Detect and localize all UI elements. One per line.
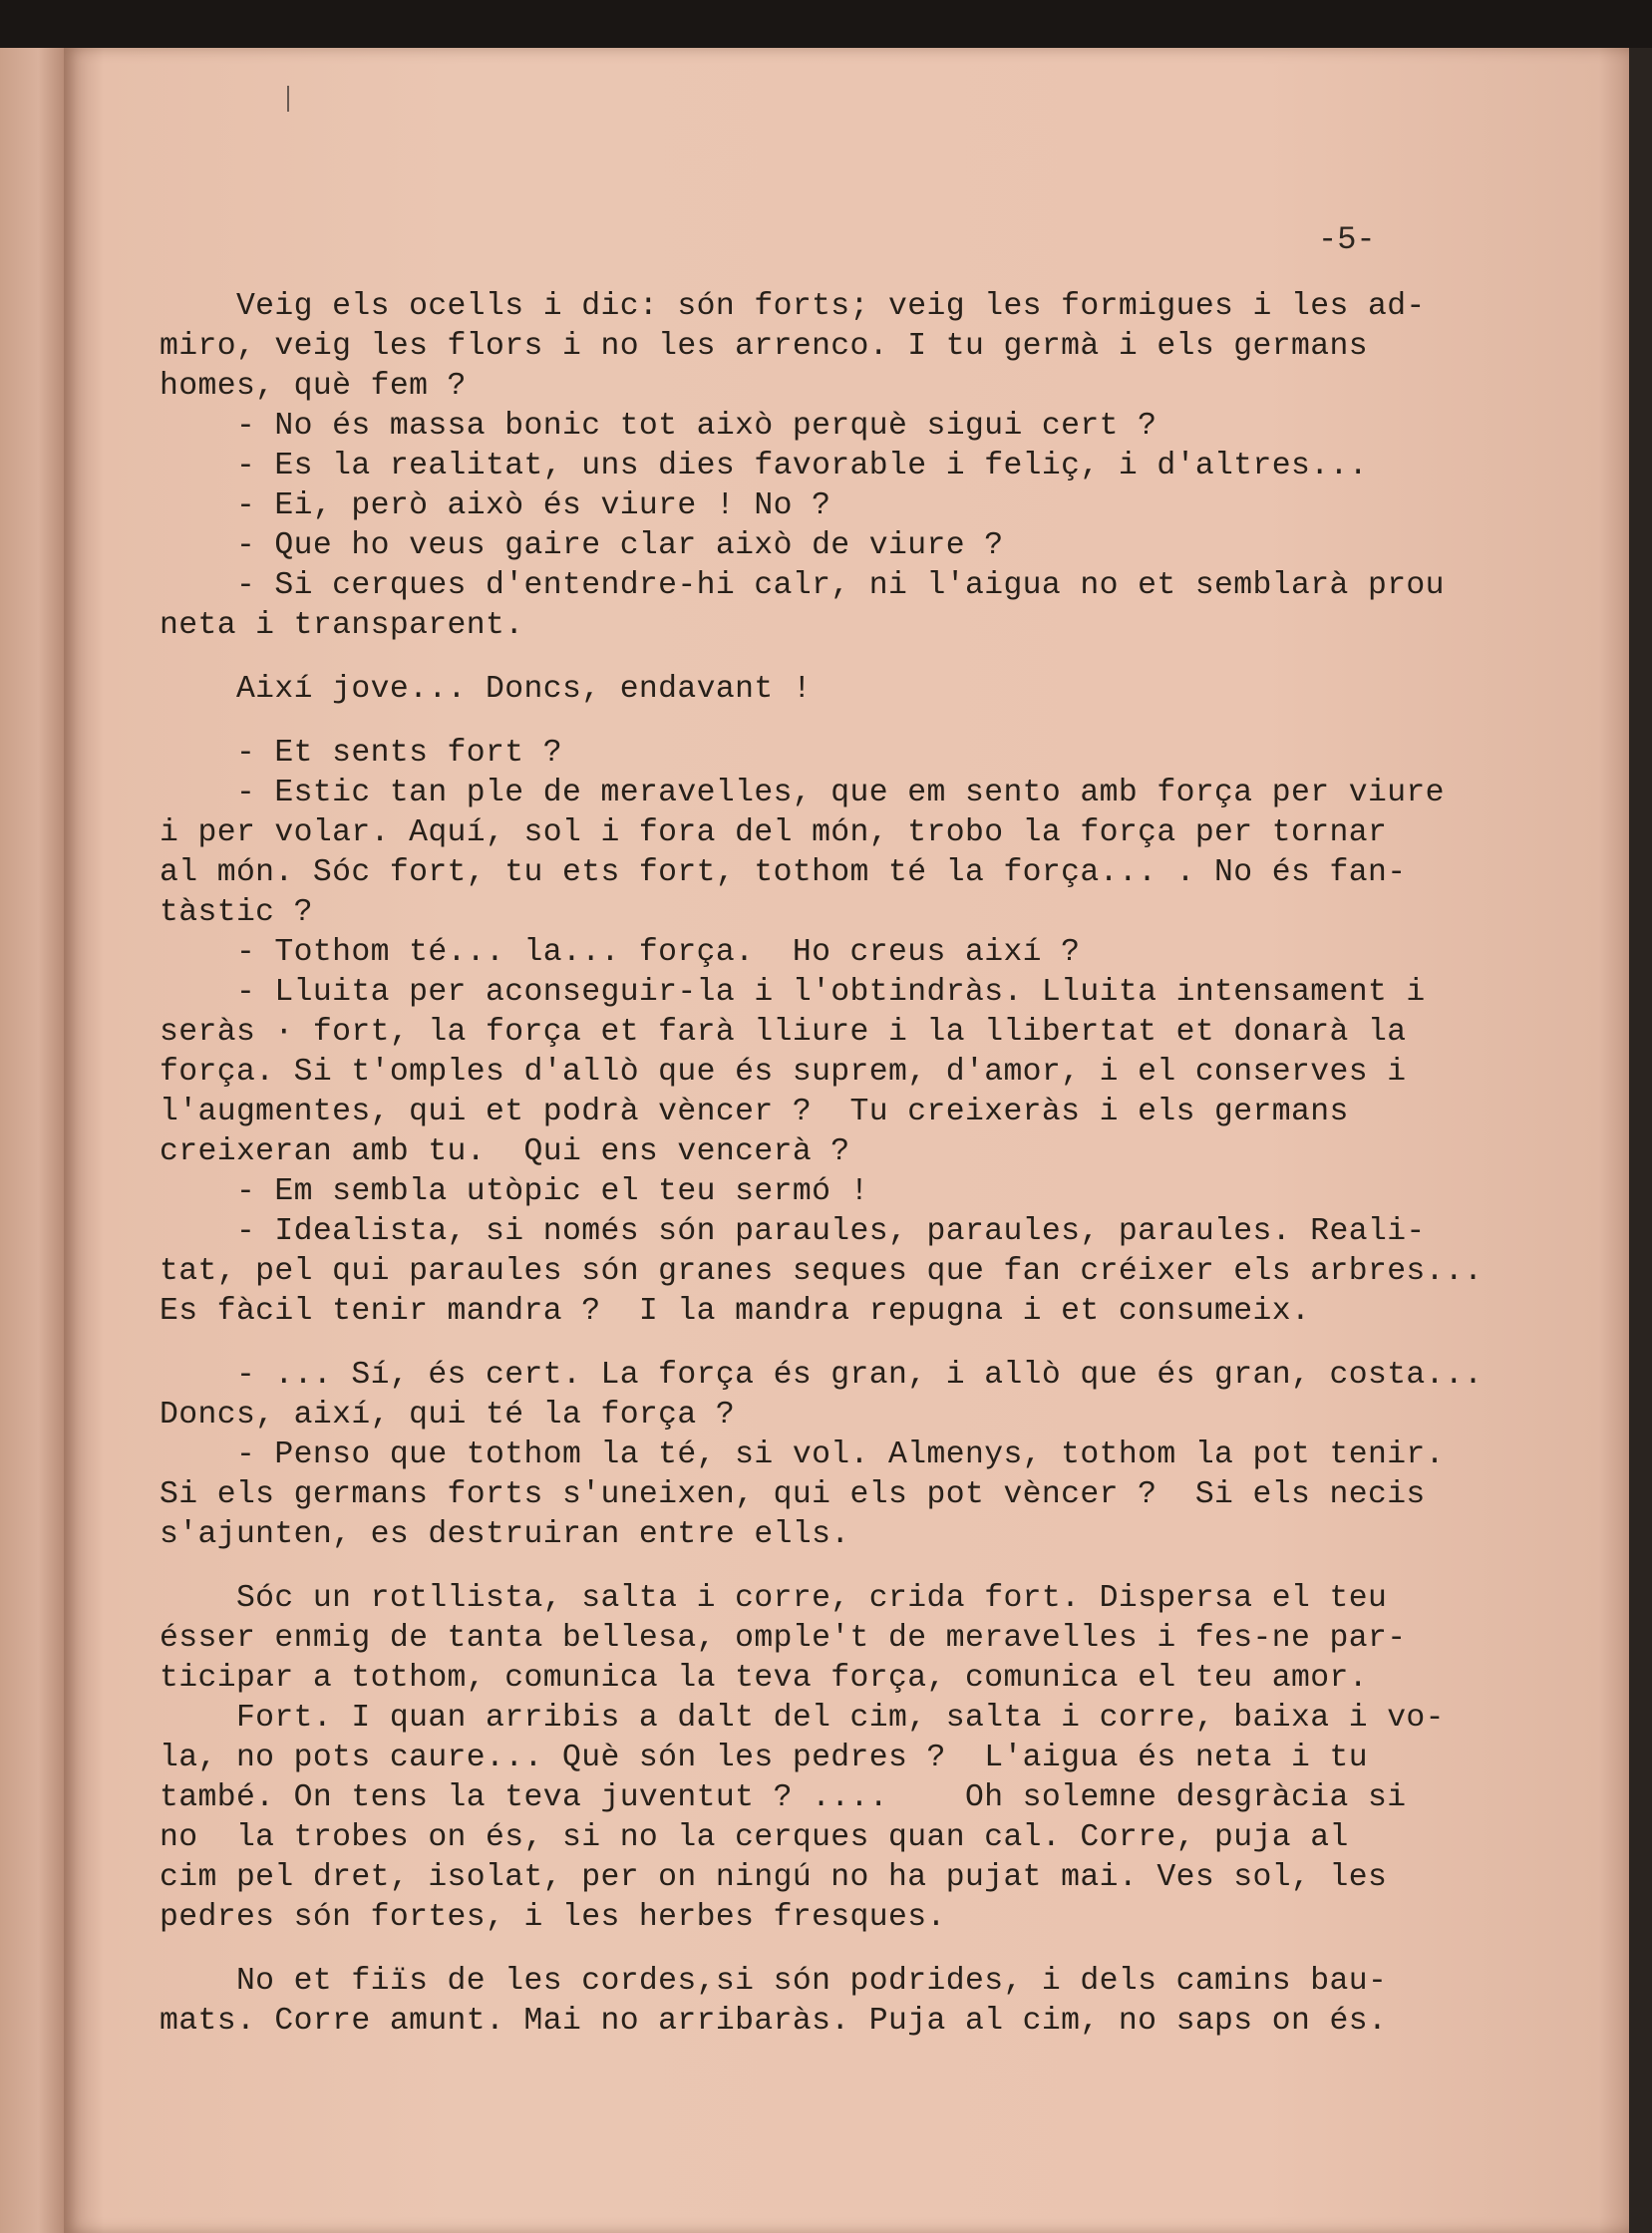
page-number: -5- bbox=[1318, 221, 1376, 258]
paragraph-gap bbox=[160, 646, 1575, 670]
text-line: homes, què fem ? bbox=[160, 369, 467, 404]
text-line: cim pel dret, isolat, per on ningú no ha pujat mai. Ves sol, les bbox=[160, 1860, 1388, 1895]
text-line: - No és massa bonic tot això perquè sigui cert ? bbox=[160, 409, 1157, 444]
paragraph-gap bbox=[160, 1332, 1575, 1356]
page-edge-shadow bbox=[1629, 48, 1652, 2233]
paragraph bbox=[160, 287, 1575, 646]
text-line: - Lluita per aconseguir-la i l'obtindràs. Lluita intensament i bbox=[160, 975, 1426, 1010]
paragraph bbox=[160, 1579, 1575, 1938]
text-line: - Et sents fort ? bbox=[160, 736, 562, 771]
text-line: l'augmentes, qui et podrà vèncer ? Tu creixeràs i els germans bbox=[160, 1095, 1349, 1129]
text-line: - Tothom té... la... força. Ho creus així ? bbox=[160, 935, 1081, 970]
text-line: mats. Corre amunt. Mai no arribaràs. Puja al cim, no saps on és. bbox=[160, 2004, 1388, 2039]
text-line: Així jove... Doncs, endavant ! bbox=[160, 672, 813, 707]
text-line: força. Si t'omples d'allò que és suprem, d'amor, i el conserves i bbox=[160, 1055, 1407, 1090]
text-line: tàstic ? bbox=[160, 895, 313, 930]
text-line: Fort. I quan arribis a dalt del cim, salta i corre, baixa i vo- bbox=[160, 1701, 1445, 1736]
text-line: Es fàcil tenir mandra ? I la mandra repugna i et consumeix. bbox=[160, 1294, 1311, 1329]
text-line: neta i transparent. bbox=[160, 608, 524, 643]
margin-mark bbox=[287, 86, 289, 112]
text-line: ésser enmig de tanta bellesa, omple't de meravelles i fes-ne par- bbox=[160, 1621, 1407, 1656]
left-page-edge bbox=[0, 48, 64, 2233]
text-line: Sóc un rotllista, salta i corre, crida fort. Dispersa el teu bbox=[160, 1581, 1388, 1616]
text-line: - ... Sí, és cert. La força és gran, i allò que és gran, costa... bbox=[160, 1358, 1484, 1393]
text-line: no la trobes on és, si no la cerques quan cal. Corre, puja al bbox=[160, 1820, 1349, 1855]
body-text bbox=[160, 287, 1575, 2042]
paragraph-gap bbox=[160, 1938, 1575, 1962]
text-line: - Ei, però això és viure ! No ? bbox=[160, 488, 831, 523]
text-line: Veig els ocells i dic: són forts; veig les formigues i les ad- bbox=[160, 289, 1426, 324]
text-line: també. On tens la teva juventut ? .... Oh solemne desgràcia si bbox=[160, 1780, 1407, 1815]
paragraph-gap bbox=[160, 1555, 1575, 1579]
text-line: creixeran amb tu. Qui ens vencerà ? bbox=[160, 1134, 850, 1169]
paragraph bbox=[160, 734, 1575, 1332]
text-line: s'ajunten, es destruiran entre ells. bbox=[160, 1517, 850, 1552]
paragraph-gap bbox=[160, 710, 1575, 734]
paragraph bbox=[160, 1962, 1575, 2042]
text-line: Si els germans forts s'uneixen, qui els pot vèncer ? Si els necis bbox=[160, 1477, 1426, 1512]
text-line: - Si cerques d'entendre-hi calr, ni l'aigua no et semblarà prou bbox=[160, 568, 1445, 603]
text-line: - Penso que tothom la té, si vol. Almenys, tothom la pot tenir. bbox=[160, 1437, 1445, 1472]
text-line: - Es la realitat, uns dies favorable i feliç, i d'altres... bbox=[160, 449, 1368, 483]
paragraph bbox=[160, 670, 1575, 710]
text-line: - Que ho veus gaire clar això de viure ? bbox=[160, 528, 1004, 563]
text-line: al món. Sóc fort, tu ets fort, tothom té la força... . No és fan- bbox=[160, 855, 1407, 890]
text-line: miro, veig les flors i no les arrenco. I tu germà i els germans bbox=[160, 329, 1368, 364]
paragraph bbox=[160, 1356, 1575, 1555]
text-line: pedres són fortes, i les herbes fresques. bbox=[160, 1900, 946, 1935]
text-line: - Em sembla utòpic el teu sermó ! bbox=[160, 1174, 869, 1209]
text-line: seràs · fort, la força et farà lliure i la llibertat et donarà la bbox=[160, 1015, 1407, 1050]
text-line: i per volar. Aquí, sol i fora del món, trobo la força per tornar bbox=[160, 815, 1388, 850]
text-line: la, no pots caure... Què són les pedres ? L'aigua és neta i tu bbox=[160, 1741, 1368, 1775]
text-line: tat, pel qui paraules són granes seques que fan créixer els arbres... bbox=[160, 1254, 1484, 1289]
text-line: Doncs, així, qui té la força ? bbox=[160, 1398, 736, 1433]
text-line: No et fiïs de les cordes,si són podrides, i dels camins bau- bbox=[160, 1964, 1388, 1999]
text-line: - Idealista, si només són paraules, paraules, paraules. Reali- bbox=[160, 1214, 1426, 1249]
text-line: ticipar a tothom, comunica la teva força, comunica el teu amor. bbox=[160, 1661, 1368, 1696]
text-line: - Estic tan ple de meravelles, que em sento amb força per viure bbox=[160, 776, 1445, 810]
